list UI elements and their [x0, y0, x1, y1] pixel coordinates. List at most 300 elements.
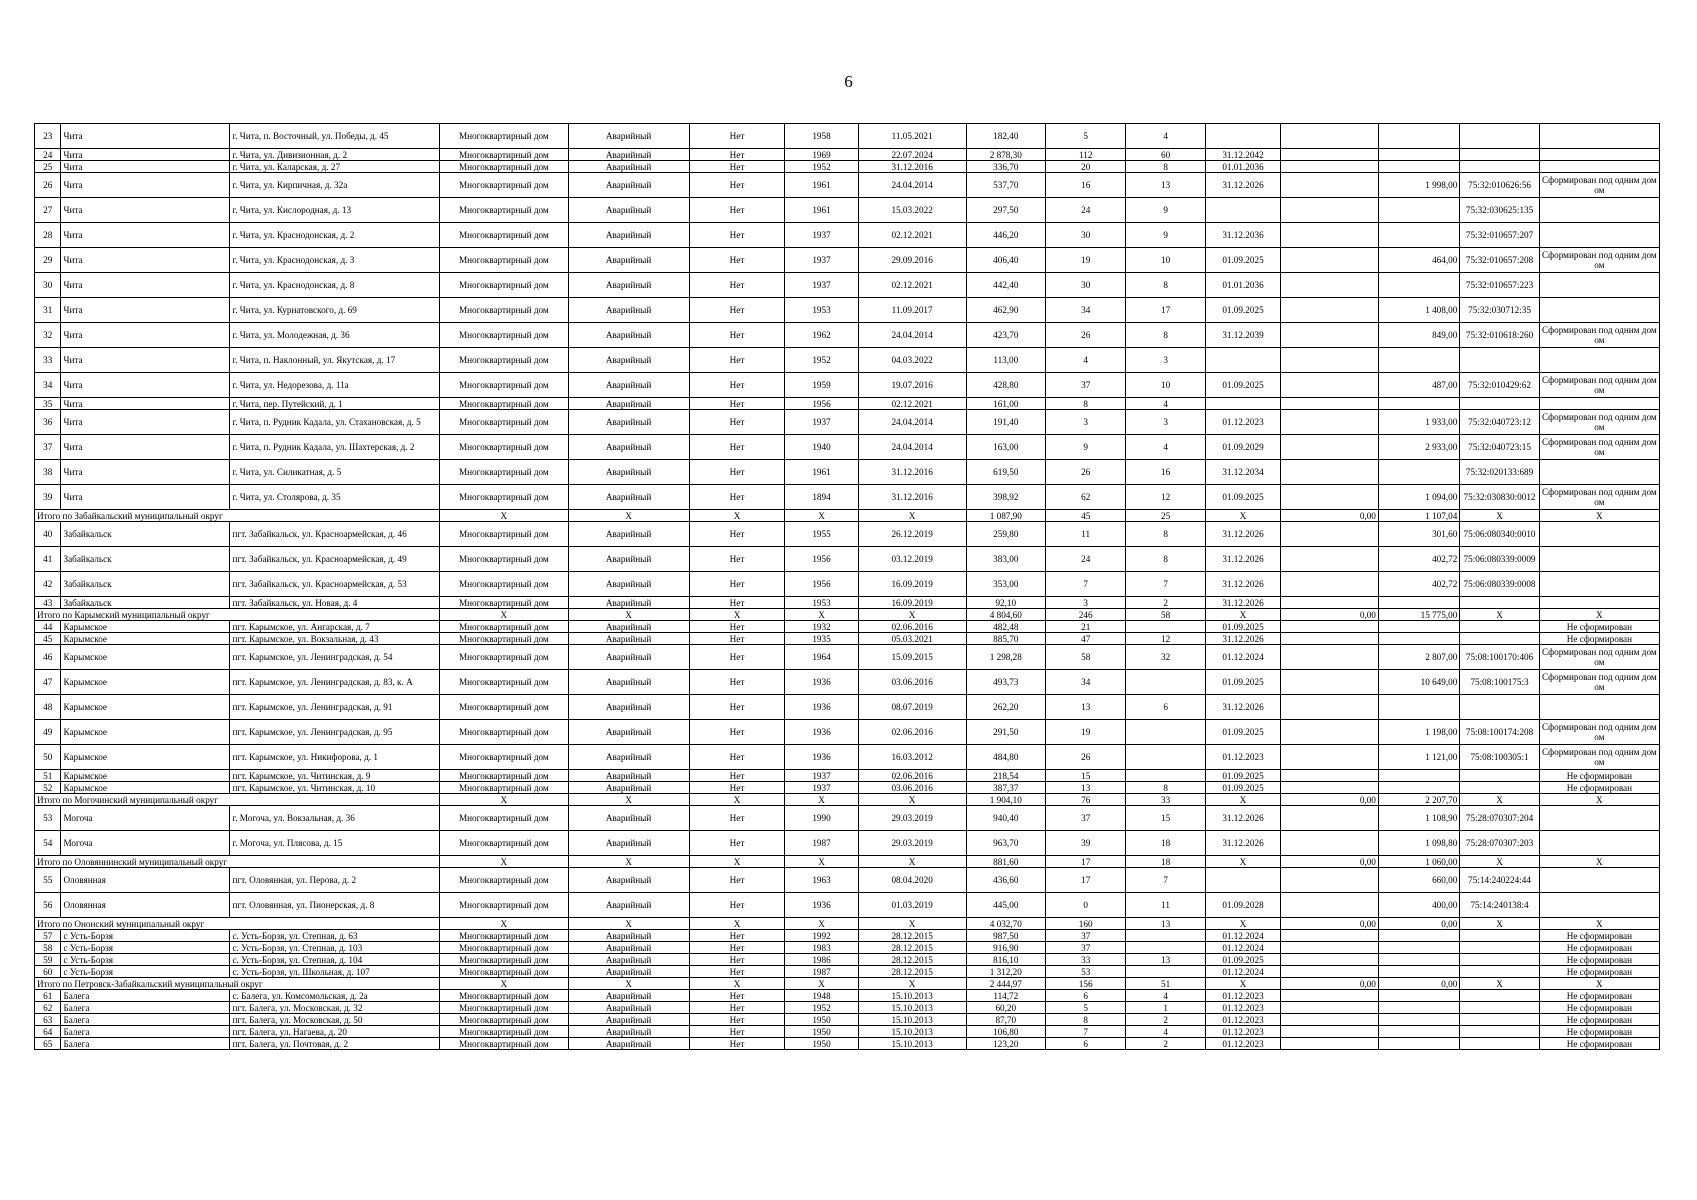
cell-address: пгт. Оловянная, ул. Перова, д. 2: [230, 868, 440, 893]
cell-cost_a: [1281, 373, 1379, 398]
cell-state: Аварийный: [568, 621, 689, 633]
cell-land_note: Сформирован под одним домом: [1539, 410, 1659, 435]
cell-num: 63: [35, 1014, 61, 1026]
cell-land_note: [1539, 149, 1659, 161]
cell-num: 24: [35, 149, 61, 161]
cell-num: 62: [35, 1002, 61, 1014]
cell-residents: 37: [1045, 806, 1125, 831]
cell-date: 15.09.2015: [858, 645, 966, 670]
cell-address: с. Усть-Борзя, ул. Степная, д. 103: [230, 942, 440, 954]
cell-cadastral: [1460, 1038, 1539, 1050]
cell-year: 1937: [785, 248, 858, 273]
cell-cadastral: [1460, 1002, 1539, 1014]
cell-place: Балега: [61, 1002, 230, 1014]
cell-date: 28.12.2015: [858, 966, 966, 978]
cell-state: Аварийный: [568, 373, 689, 398]
cell-num: 28: [35, 223, 61, 248]
cell-cadastral: 75:06:080339:0008: [1460, 572, 1539, 597]
cell-cost_a: [1281, 460, 1379, 485]
cell-cadastral: [1460, 966, 1539, 978]
cell-address: г. Чита, ул. Краснодонская, д. 8: [230, 273, 440, 298]
cell-year: 1992: [785, 930, 858, 942]
cell-cost_a: [1281, 990, 1379, 1002]
cell-cost_b: 464,00: [1378, 248, 1459, 273]
cell-cost_a: [1281, 1026, 1379, 1038]
cell-year: 1937: [785, 273, 858, 298]
cell-area: 106,80: [966, 1026, 1045, 1038]
cell-state: Аварийный: [568, 806, 689, 831]
cell-year: 1961: [785, 460, 858, 485]
cell-num: 40: [35, 522, 61, 547]
cell-state: Аварийный: [568, 435, 689, 460]
cell-year: 1987: [785, 831, 858, 856]
total-state: X: [568, 609, 689, 621]
total-heritage: X: [689, 978, 785, 990]
cell-deadline: 01.12.2024: [1205, 942, 1280, 954]
cell-type: Многоквартирный дом: [440, 806, 568, 831]
cell-state: Аварийный: [568, 410, 689, 435]
cell-residents: 26: [1045, 323, 1125, 348]
cell-type: Многоквартирный дом: [440, 572, 568, 597]
cell-date: 28.12.2015: [858, 942, 966, 954]
cell-address: г. Чита, ул. Недорезова, д. 11а: [230, 373, 440, 398]
cell-type: Многоквартирный дом: [440, 1038, 568, 1050]
total-year: X: [785, 510, 858, 522]
cell-place: Чита: [61, 298, 230, 323]
cell-area: 446,20: [966, 223, 1045, 248]
cell-land_note: Не сформирован: [1539, 1014, 1659, 1026]
cell-year: 1964: [785, 645, 858, 670]
cell-year: 1956: [785, 398, 858, 410]
cell-premises: 13: [1126, 954, 1205, 966]
cell-area: 816,10: [966, 954, 1045, 966]
total-type: X: [440, 609, 568, 621]
cell-num: 52: [35, 782, 61, 794]
total-land_note: X: [1539, 856, 1659, 868]
cell-date: 31.12.2016: [858, 485, 966, 510]
cell-date: 04.03.2022: [858, 348, 966, 373]
cell-state: Аварийный: [568, 954, 689, 966]
cell-cost_a: [1281, 954, 1379, 966]
total-cost_b: 0,00: [1378, 978, 1459, 990]
cell-state: Аварийный: [568, 398, 689, 410]
total-row: [35, 794, 1660, 806]
cell-area: 493,73: [966, 670, 1045, 695]
total-residents: 160: [1045, 918, 1125, 930]
cell-area: 885,70: [966, 633, 1045, 645]
cell-address: пгт. Карымское, ул. Ленинградская, д. 83, к. А: [230, 670, 440, 695]
cell-cost_a: [1281, 248, 1379, 273]
total-date: X: [858, 856, 966, 868]
cell-residents: 4: [1045, 348, 1125, 373]
cell-premises: [1126, 930, 1205, 942]
cell-date: 02.12.2021: [858, 273, 966, 298]
cell-premises: 9: [1126, 223, 1205, 248]
total-land_note: X: [1539, 510, 1659, 522]
cell-type: Многоквартирный дом: [440, 695, 568, 720]
cell-heritage: Нет: [689, 868, 785, 893]
cell-residents: 26: [1045, 460, 1125, 485]
cell-cost_b: [1378, 942, 1459, 954]
cell-place: Чита: [61, 460, 230, 485]
cell-address: пгт. Балега, ул. Почтовая, д. 2: [230, 1038, 440, 1050]
cell-type: Многоквартирный дом: [440, 398, 568, 410]
cell-premises: 13: [1126, 173, 1205, 198]
cell-address: г. Чита, ул. Дивизионная, д. 2: [230, 149, 440, 161]
cell-land_note: Сформирован под одним домом: [1539, 373, 1659, 398]
total-row: [35, 856, 1660, 868]
cell-heritage: Нет: [689, 298, 785, 323]
cell-deadline: 31.12.2026: [1205, 831, 1280, 856]
cell-date: 28.12.2015: [858, 954, 966, 966]
total-label: Итого по Могочинский муниципальный округ: [35, 794, 440, 806]
cell-heritage: Нет: [689, 942, 785, 954]
cell-address: с. Усть-Борзя, ул. Степная, д. 104: [230, 954, 440, 966]
cell-land_note: [1539, 806, 1659, 831]
cell-premises: 4: [1126, 398, 1205, 410]
cell-address: г. Чита, ул. Кирпичная, д. 32а: [230, 173, 440, 198]
cell-state: Аварийный: [568, 942, 689, 954]
total-cost_b: 15 775,00: [1378, 609, 1459, 621]
cell-premises: 4: [1126, 1026, 1205, 1038]
cell-place: Карымское: [61, 633, 230, 645]
cell-cost_a: [1281, 831, 1379, 856]
cell-type: Многоквартирный дом: [440, 161, 568, 173]
cell-cost_a: [1281, 633, 1379, 645]
cell-land_note: [1539, 298, 1659, 323]
total-cost_a: 0,00: [1281, 794, 1379, 806]
total-premises: 25: [1126, 510, 1205, 522]
cell-area: 940,40: [966, 806, 1045, 831]
cell-premises: 9: [1126, 198, 1205, 223]
cell-land_note: [1539, 572, 1659, 597]
total-residents: 246: [1045, 609, 1125, 621]
table-row: [35, 942, 1660, 954]
table-row: [35, 990, 1660, 1002]
cell-type: Многоквартирный дом: [440, 223, 568, 248]
total-label: Итого по Забайкальский муниципальный округ: [35, 510, 440, 522]
cell-num: 34: [35, 373, 61, 398]
cell-year: 1958: [785, 124, 858, 149]
cell-heritage: Нет: [689, 161, 785, 173]
cell-premises: 32: [1126, 645, 1205, 670]
cell-heritage: Нет: [689, 485, 785, 510]
cell-cost_a: [1281, 695, 1379, 720]
cell-place: Балега: [61, 1038, 230, 1050]
total-area: 4 804,60: [966, 609, 1045, 621]
cell-heritage: Нет: [689, 198, 785, 223]
cell-area: 916,90: [966, 942, 1045, 954]
cell-date: 26.12.2019: [858, 522, 966, 547]
cell-state: Аварийный: [568, 670, 689, 695]
cell-cost_a: [1281, 1002, 1379, 1014]
cell-cost_b: 487,00: [1378, 373, 1459, 398]
cell-type: Многоквартирный дом: [440, 966, 568, 978]
cell-type: Многоквартирный дом: [440, 273, 568, 298]
cell-state: Аварийный: [568, 770, 689, 782]
cell-cost_a: [1281, 942, 1379, 954]
cell-place: Чита: [61, 323, 230, 348]
cell-cost_b: 2 807,00: [1378, 645, 1459, 670]
cell-cost_b: [1378, 966, 1459, 978]
cell-residents: 34: [1045, 670, 1125, 695]
cell-place: Чита: [61, 485, 230, 510]
cell-heritage: Нет: [689, 348, 785, 373]
cell-type: Многоквартирный дом: [440, 373, 568, 398]
cell-deadline: 01.09.2025: [1205, 954, 1280, 966]
cell-address: г. Чита, ул. Столярова, д. 35: [230, 485, 440, 510]
cell-state: Аварийный: [568, 572, 689, 597]
cell-cost_b: [1378, 633, 1459, 645]
total-land_note: X: [1539, 794, 1659, 806]
cell-cost_b: 301,60: [1378, 522, 1459, 547]
cell-year: 1937: [785, 782, 858, 794]
cell-state: Аварийный: [568, 1002, 689, 1014]
cell-type: Многоквартирный дом: [440, 485, 568, 510]
cell-heritage: Нет: [689, 770, 785, 782]
cell-heritage: Нет: [689, 1002, 785, 1014]
cell-heritage: Нет: [689, 435, 785, 460]
cell-place: с Усть-Борзя: [61, 954, 230, 966]
total-area: 4 032,70: [966, 918, 1045, 930]
cell-heritage: Нет: [689, 954, 785, 966]
cell-cost_b: 1 198,00: [1378, 720, 1459, 745]
cell-date: 03.06.2016: [858, 782, 966, 794]
cell-heritage: Нет: [689, 173, 785, 198]
cell-cost_b: [1378, 1026, 1459, 1038]
cell-land_note: Не сформирован: [1539, 930, 1659, 942]
cell-cost_a: [1281, 173, 1379, 198]
cell-cadastral: [1460, 782, 1539, 794]
cell-residents: 6: [1045, 1038, 1125, 1050]
cell-place: Чита: [61, 149, 230, 161]
cell-cost_b: [1378, 223, 1459, 248]
cell-land_note: Сформирован под одним домом: [1539, 435, 1659, 460]
cell-type: Многоквартирный дом: [440, 410, 568, 435]
cell-date: 24.04.2014: [858, 410, 966, 435]
cell-residents: 15: [1045, 770, 1125, 782]
cell-area: 537,70: [966, 173, 1045, 198]
total-deadline: X: [1205, 978, 1280, 990]
cell-type: Многоквартирный дом: [440, 1014, 568, 1026]
cell-heritage: Нет: [689, 990, 785, 1002]
cell-num: 49: [35, 720, 61, 745]
table-row: [35, 966, 1660, 978]
cell-num: 65: [35, 1038, 61, 1050]
cell-year: 1936: [785, 670, 858, 695]
cell-place: Чита: [61, 373, 230, 398]
cell-heritage: Нет: [689, 831, 785, 856]
cell-year: 1936: [785, 893, 858, 918]
cell-num: 25: [35, 161, 61, 173]
cell-deadline: 31.12.2026: [1205, 633, 1280, 645]
cell-year: 1956: [785, 572, 858, 597]
cell-land_note: Сформирован под одним домом: [1539, 323, 1659, 348]
cell-type: Многоквартирный дом: [440, 323, 568, 348]
cell-state: Аварийный: [568, 893, 689, 918]
cell-date: 31.12.2016: [858, 161, 966, 173]
cell-cadastral: [1460, 1014, 1539, 1026]
total-row: [35, 510, 1660, 522]
cell-num: 41: [35, 547, 61, 572]
total-heritage: X: [689, 510, 785, 522]
cell-address: пгт. Забайкальск, ул. Красноармейская, д. 49: [230, 547, 440, 572]
cell-cost_a: [1281, 273, 1379, 298]
cell-cost_a: [1281, 547, 1379, 572]
total-heritage: X: [689, 609, 785, 621]
total-date: X: [858, 978, 966, 990]
cell-year: 1969: [785, 149, 858, 161]
cell-year: 1953: [785, 298, 858, 323]
total-residents: 76: [1045, 794, 1125, 806]
table-row: [35, 621, 1660, 633]
cell-area: 87,70: [966, 1014, 1045, 1026]
cell-address: г. Чита, пер. Путейский, д. 1: [230, 398, 440, 410]
cell-cadastral: [1460, 770, 1539, 782]
cell-place: Могоча: [61, 831, 230, 856]
table-row: [35, 930, 1660, 942]
cell-heritage: Нет: [689, 782, 785, 794]
cell-num: 44: [35, 621, 61, 633]
total-cadastral: X: [1460, 856, 1539, 868]
cell-state: Аварийный: [568, 1026, 689, 1038]
cell-cost_b: 660,00: [1378, 868, 1459, 893]
cell-premises: 6: [1126, 695, 1205, 720]
cell-cost_a: [1281, 782, 1379, 794]
cell-deadline: 01.09.2025: [1205, 782, 1280, 794]
cell-place: Балега: [61, 1026, 230, 1038]
cell-heritage: Нет: [689, 460, 785, 485]
table-row: [35, 695, 1660, 720]
cell-type: Многоквартирный дом: [440, 745, 568, 770]
cell-deadline: 31.12.2026: [1205, 173, 1280, 198]
cell-cost_b: [1378, 990, 1459, 1002]
total-deadline: X: [1205, 918, 1280, 930]
cell-state: Аварийный: [568, 645, 689, 670]
cell-address: пгт. Карымское, ул. Никифорова, д. 1: [230, 745, 440, 770]
cell-area: 163,00: [966, 435, 1045, 460]
cell-residents: 37: [1045, 373, 1125, 398]
total-state: X: [568, 918, 689, 930]
total-label: Итого по Ононский муниципальный округ: [35, 918, 440, 930]
total-date: X: [858, 794, 966, 806]
cell-premises: 8: [1126, 782, 1205, 794]
table-row: [35, 173, 1660, 198]
cell-type: Многоквартирный дом: [440, 248, 568, 273]
cell-date: 15.10.2013: [858, 1014, 966, 1026]
cell-deadline: 01.09.2025: [1205, 770, 1280, 782]
cell-area: 428,80: [966, 373, 1045, 398]
cell-cadastral: 75:08:100170:406: [1460, 645, 1539, 670]
cell-place: Оловянная: [61, 868, 230, 893]
cell-state: Аварийный: [568, 782, 689, 794]
total-deadline: X: [1205, 794, 1280, 806]
cell-cadastral: 75:32:010626:56: [1460, 173, 1539, 198]
cell-deadline: 31.12.2026: [1205, 572, 1280, 597]
cell-cadastral: 75:08:100174:208: [1460, 720, 1539, 745]
cell-heritage: Нет: [689, 124, 785, 149]
cell-year: 1983: [785, 942, 858, 954]
cell-num: 38: [35, 460, 61, 485]
total-type: X: [440, 918, 568, 930]
cell-deadline: [1205, 398, 1280, 410]
cell-state: Аварийный: [568, 248, 689, 273]
cell-area: 259,80: [966, 522, 1045, 547]
cell-heritage: Нет: [689, 745, 785, 770]
cell-year: 1959: [785, 373, 858, 398]
cell-type: Многоквартирный дом: [440, 633, 568, 645]
cell-address: г. Чита, ул. Кислородная, д. 13: [230, 198, 440, 223]
cell-deadline: 01.09.2025: [1205, 670, 1280, 695]
cell-num: 47: [35, 670, 61, 695]
cell-place: Карымское: [61, 745, 230, 770]
cell-place: Чита: [61, 161, 230, 173]
cell-residents: 7: [1045, 572, 1125, 597]
cell-cost_b: [1378, 695, 1459, 720]
cell-residents: 17: [1045, 868, 1125, 893]
housing-table-wrapper: [34, 123, 1660, 1050]
cell-deadline: [1205, 198, 1280, 223]
total-state: X: [568, 794, 689, 806]
cell-area: 987,50: [966, 930, 1045, 942]
cell-cost_b: 1 998,00: [1378, 173, 1459, 198]
cell-heritage: Нет: [689, 223, 785, 248]
cell-premises: 18: [1126, 831, 1205, 856]
cell-state: Аварийный: [568, 720, 689, 745]
cell-cadastral: [1460, 954, 1539, 966]
cell-num: 53: [35, 806, 61, 831]
cell-place: Балега: [61, 990, 230, 1002]
cell-heritage: Нет: [689, 695, 785, 720]
cell-cost_b: 1 098,80: [1378, 831, 1459, 856]
cell-heritage: Нет: [689, 893, 785, 918]
cell-area: 484,80: [966, 745, 1045, 770]
cell-address: с. Балега, ул. Комсомольская, д. 2а: [230, 990, 440, 1002]
cell-deadline: 01.09.2025: [1205, 298, 1280, 323]
cell-residents: 0: [1045, 893, 1125, 918]
cell-cadastral: 75:32:010657:208: [1460, 248, 1539, 273]
cell-address: г. Чита, ул. Силикатная, д. 5: [230, 460, 440, 485]
cell-cadastral: 75:32:030712:35: [1460, 298, 1539, 323]
cell-cost_b: [1378, 1038, 1459, 1050]
cell-residents: 8: [1045, 1014, 1125, 1026]
total-type: X: [440, 510, 568, 522]
cell-cost_a: [1281, 323, 1379, 348]
cell-place: Карымское: [61, 621, 230, 633]
cell-num: 51: [35, 770, 61, 782]
table-row: [35, 149, 1660, 161]
cell-type: Многоквартирный дом: [440, 782, 568, 794]
total-state: X: [568, 510, 689, 522]
cell-cost_b: [1378, 198, 1459, 223]
cell-heritage: Нет: [689, 1026, 785, 1038]
cell-premises: 8: [1126, 273, 1205, 298]
table-row: [35, 248, 1660, 273]
cell-address: г. Могоча, ул. Вокзальная, д. 36: [230, 806, 440, 831]
cell-state: Аварийный: [568, 323, 689, 348]
cell-land_note: Не сформирован: [1539, 966, 1659, 978]
cell-premises: [1126, 670, 1205, 695]
cell-area: 462,90: [966, 298, 1045, 323]
cell-state: Аварийный: [568, 298, 689, 323]
cell-heritage: Нет: [689, 547, 785, 572]
cell-land_note: Не сформирован: [1539, 942, 1659, 954]
total-cost_b: 1 107,04: [1378, 510, 1459, 522]
cell-cost_b: [1378, 954, 1459, 966]
cell-address: г. Могоча, ул. Плясова, д. 15: [230, 831, 440, 856]
cell-deadline: 01.12.2023: [1205, 745, 1280, 770]
cell-type: Многоквартирный дом: [440, 645, 568, 670]
